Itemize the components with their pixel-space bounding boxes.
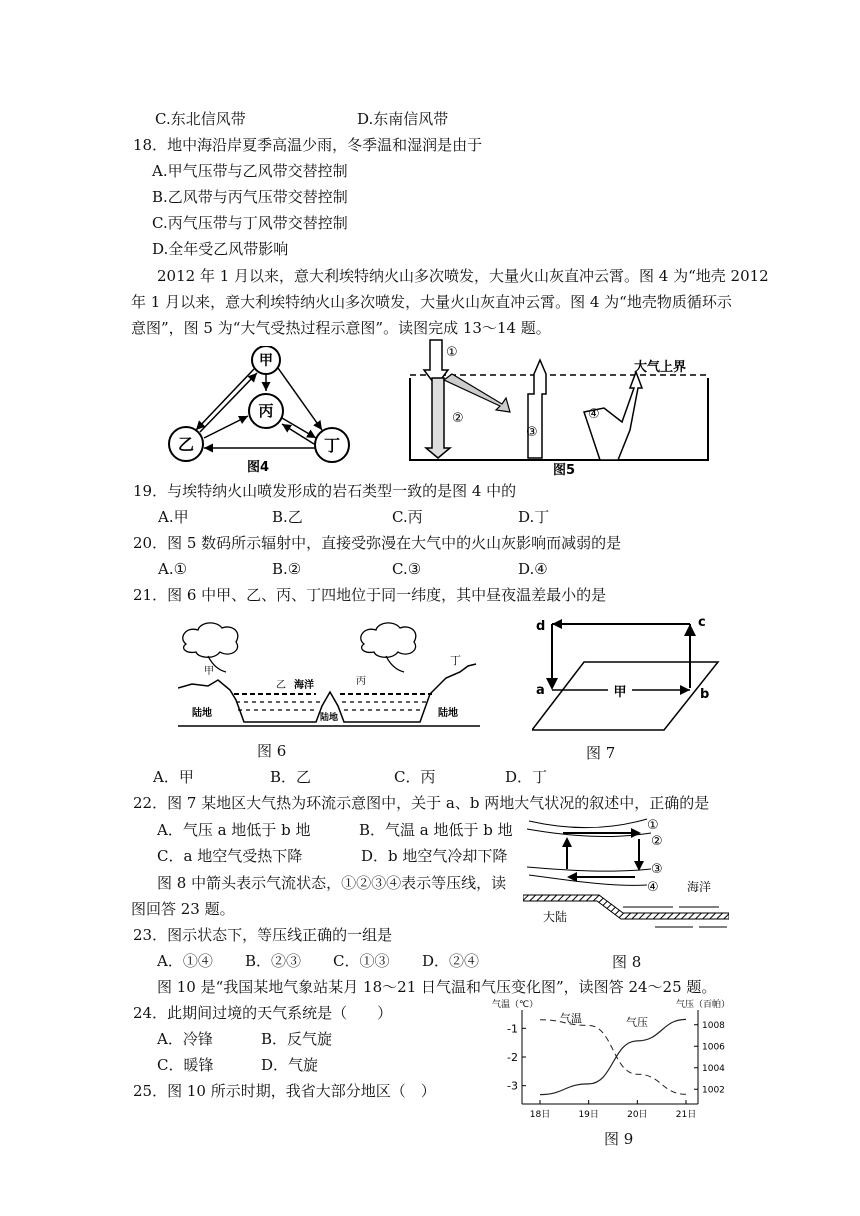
mark-2: ② bbox=[452, 411, 464, 426]
fig8-mark-2: ② bbox=[651, 834, 663, 849]
fig8-mark-3: ③ bbox=[651, 862, 663, 877]
atmosphere-top-label: 大气上界 bbox=[634, 360, 687, 375]
q24-option-a: A．冷锋 bbox=[157, 1030, 213, 1048]
q22-option-a: A．气压 a 地低于 b 地 bbox=[157, 821, 311, 839]
q25-stem: 25．图 10 所示时期，我省大部分地区（ ） bbox=[133, 1082, 436, 1100]
q22-option-c: C．a 地空气受热下降 bbox=[157, 847, 303, 865]
q20-option-c: C.③ bbox=[392, 560, 422, 578]
node-bing-label: 丙 bbox=[258, 402, 274, 420]
fig6-label-ding: 丁 bbox=[450, 654, 461, 667]
mark-4: ④ bbox=[588, 407, 600, 422]
temperature-series-label: 气温 bbox=[560, 1012, 582, 1025]
intro-q23-line2: 图回答 23 题。 bbox=[131, 900, 235, 918]
fig9-right-axis-title: 气压（百帕） bbox=[676, 1000, 731, 1010]
right-axis-tick-label: 1008 bbox=[702, 1020, 725, 1031]
intro-paragraph-line1: 2012 年 1 月以来，意大利埃特纳火山多次喷发，大量火山灰直冲云霄。图 4 为“地壳 2012 bbox=[157, 267, 769, 285]
q21-option-b: B．乙 bbox=[270, 768, 312, 786]
q23-stem: 23．图示状态下，等压线正确的一组是 bbox=[133, 926, 393, 944]
q22-option-b: B．气温 a 地低于 b 地 bbox=[359, 821, 513, 839]
q18-option-a: A.甲气压带与乙风带交替控制 bbox=[152, 162, 348, 180]
intro-q23-line1: 图 8 中箭头表示气流状态，①②③④表示等压线，读 bbox=[157, 874, 507, 892]
fig8-mark-1: ① bbox=[647, 818, 659, 833]
q24-stem: 24．此期间过境的天气系统是（ ） bbox=[133, 1004, 393, 1022]
q24-option-d: D．气旋 bbox=[261, 1056, 319, 1074]
q19-option-c: C.丙 bbox=[392, 508, 423, 526]
fig8-land-label: 大陆 bbox=[543, 910, 568, 924]
figure-4-caption: 图4 bbox=[246, 460, 270, 475]
q21-option-c: C．丙 bbox=[394, 768, 436, 786]
q19-option-d: D.丁 bbox=[518, 508, 550, 526]
q23-option-a: A．①④ bbox=[157, 952, 213, 970]
cloud-right-icon bbox=[361, 623, 416, 672]
figure-8-caption: 图 8 bbox=[612, 953, 642, 971]
q23-option-b: B．②③ bbox=[245, 952, 302, 970]
q24-option-c: C．暖锋 bbox=[157, 1056, 214, 1074]
left-axis-tick-label: -3 bbox=[507, 1079, 518, 1093]
figure-7-caption: 图 7 bbox=[586, 744, 616, 762]
pressure-series-line bbox=[540, 1019, 686, 1094]
fig8-mark-4: ④ bbox=[647, 880, 659, 895]
q23-option-c: C．①③ bbox=[333, 952, 390, 970]
q20-stem: 20．图 5 数码所示辐射中，直接受弥漫在大气中的火山灰影响而减弱的是 bbox=[133, 534, 622, 552]
x-axis-tick-label: 20日 bbox=[627, 1110, 648, 1120]
x-axis-tick-label: 18日 bbox=[529, 1110, 551, 1120]
q19-option-b: B.乙 bbox=[272, 508, 303, 526]
q18-stem: 18．地中海沿岸夏季高温少雨，冬季温和湿润是由于 bbox=[133, 136, 483, 154]
q18-option-c: C.丙气压带与丁风带交替控制 bbox=[152, 214, 348, 232]
q20-option-b: B.② bbox=[272, 560, 302, 578]
q17-option-c: C.东北信风带 bbox=[155, 110, 246, 128]
fig7-point-a: a bbox=[536, 683, 545, 698]
q21-option-a: A．甲 bbox=[153, 768, 194, 786]
figure-5-atmosphere-heating bbox=[408, 338, 710, 478]
fig7-point-b: b bbox=[700, 687, 710, 702]
right-axis-tick-label: 1006 bbox=[702, 1042, 725, 1053]
node-yi-label: 乙 bbox=[177, 435, 195, 454]
left-axis-tick-label: -1 bbox=[507, 1022, 518, 1036]
fig7-point-c: c bbox=[698, 615, 706, 630]
figure-6-caption: 图 6 bbox=[257, 742, 287, 760]
figure-9-caption: 图 9 bbox=[604, 1130, 634, 1148]
fig6-label-bing: 丙 bbox=[356, 676, 366, 687]
q21-stem: 21．图 6 中甲、乙、丙、丁四地位于同一纬度，其中昼夜温差最小的是 bbox=[133, 586, 607, 604]
node-jia-label: 甲 bbox=[259, 353, 273, 369]
figure-9-chart bbox=[490, 996, 734, 1126]
q24-option-b: B．反气旋 bbox=[261, 1030, 333, 1048]
fig6-label-land-mid: 陆地 bbox=[320, 713, 339, 723]
x-axis-tick-label: 19日 bbox=[578, 1110, 599, 1120]
q21-option-d: D．丁 bbox=[505, 768, 548, 786]
fig6-label-ocean: 海洋 bbox=[294, 680, 314, 691]
figure-4-rock-cycle bbox=[160, 346, 356, 476]
q18-option-b: B.乙风带与丙气压带交替控制 bbox=[152, 188, 348, 206]
figure-6-terrain bbox=[178, 620, 480, 760]
fig7-center-label: 甲 bbox=[613, 685, 627, 700]
q22-stem: 22．图 7 某地区大气热为环流示意图中，关于 a、b 两地大气状况的叙述中，正确的是 bbox=[133, 794, 710, 812]
fig6-label-jia: 甲 bbox=[204, 666, 214, 677]
mark-3: ③ bbox=[526, 425, 538, 440]
intro-q24-line: 图 10 是“我国某地气象站某月 18～21 日气温和气压变化图”，读图答 24～25 题。 bbox=[157, 978, 717, 996]
q18-option-d: D.全年受乙风带影响 bbox=[152, 240, 289, 258]
q22-option-d: D．b 地空气冷却下降 bbox=[361, 847, 508, 865]
node-ding-label: 丁 bbox=[323, 436, 341, 455]
cloud-left-icon bbox=[183, 623, 238, 672]
figure-7-circulation bbox=[532, 610, 722, 736]
q17-option-d: D.东南信风带 bbox=[357, 110, 449, 128]
q23-option-d: D．②④ bbox=[422, 952, 480, 970]
figure-8-isobars bbox=[523, 815, 729, 935]
intro-paragraph-line2: 年 1 月以来，意大利埃特纳火山多次喷发，大量火山灰直冲云霄。图 4 为“地壳物质循环示 bbox=[131, 293, 732, 311]
fig6-label-land-left: 陆地 bbox=[192, 708, 212, 719]
fig9-left-axis-title: 气温（℃） bbox=[492, 1000, 539, 1010]
right-axis-tick-label: 1004 bbox=[702, 1063, 725, 1074]
fig6-label-yi: 乙 bbox=[276, 680, 286, 691]
mark-1: ① bbox=[446, 345, 458, 360]
q19-option-a: A.甲 bbox=[158, 508, 189, 526]
left-axis-tick-label: -2 bbox=[507, 1051, 518, 1064]
intro-paragraph-line3: 意图”，图 5 为“大气受热过程示意图”。读图完成 13～14 题。 bbox=[131, 319, 551, 337]
pressure-series-label: 气压 bbox=[626, 1016, 648, 1029]
temperature-series-line bbox=[540, 1020, 686, 1095]
q20-option-d: D.④ bbox=[518, 560, 548, 578]
fig8-sea-label: 海洋 bbox=[687, 880, 712, 894]
right-axis-tick-label: 1002 bbox=[702, 1085, 725, 1096]
q19-stem: 19．与埃特纳火山喷发形成的岩石类型一致的是图 4 中的 bbox=[133, 482, 517, 500]
fig6-label-land-right: 陆地 bbox=[438, 708, 458, 719]
q20-option-a: A.① bbox=[158, 560, 188, 578]
x-axis-tick-label: 21日 bbox=[675, 1110, 697, 1120]
fig7-point-d: d bbox=[536, 619, 546, 634]
figure-5-caption: 图5 bbox=[552, 463, 576, 478]
